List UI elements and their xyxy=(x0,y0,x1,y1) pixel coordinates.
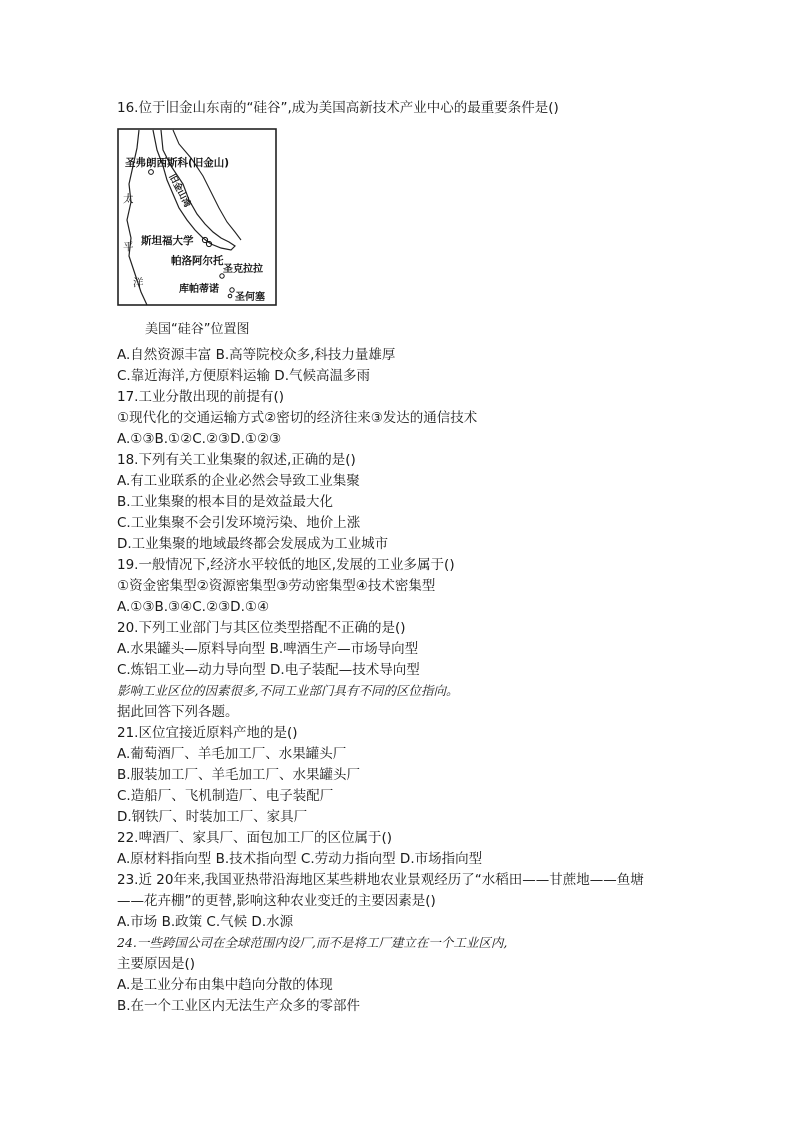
label-santaclara: 圣克拉拉 xyxy=(223,264,263,275)
q20-options-cd: C.炼铝工业—动力导向型 D.电子装配—技术导向型 xyxy=(117,662,420,678)
q18-option-a: A.有工业联系的企业必然会导致工业集聚 xyxy=(117,473,360,489)
q22-options: A.原材料指向型 B.技术指向型 C.劳动力指向型 D.市场指向型 xyxy=(117,851,483,867)
q18-stem: 18.下列有关工业集聚的叙述,正确的是() xyxy=(117,452,356,468)
q16-stem: 16.位于旧金山东南的“硅谷”,成为美国高新技术产业中心的最重要条件是() xyxy=(117,100,559,116)
q17-items: ①现代化的交通运输方式②密切的经济往来③发达的通信技术 xyxy=(117,410,478,426)
q18-option-b: B.工业集聚的根本目的是效益最大化 xyxy=(117,494,334,510)
q17-options: A.①③B.①②C.②③D.①②③ xyxy=(117,431,282,447)
q21-option-b: B.服装加工厂、羊毛加工厂、水果罐头厂 xyxy=(117,767,361,783)
label-ocean-1: 太 xyxy=(123,193,134,205)
q23-stem-line-2: ——花卉棚”的更替,影响这种农业变迁的主要因素是() xyxy=(117,893,436,909)
label-ocean-2: 平 xyxy=(123,241,134,253)
silicon-valley-map xyxy=(117,128,277,306)
label-bay: 旧金山湾 xyxy=(166,172,193,210)
q18-option-c: C.工业集聚不会引发环境污染、地价上涨 xyxy=(117,515,361,531)
label-sanjose: 圣何塞 xyxy=(235,292,265,303)
label-stanford: 斯坦福大学 xyxy=(141,235,194,247)
sanjose-dot xyxy=(230,288,234,292)
q19-stem: 19.一般情况下,经济水平较低的地区,发展的工业多属于() xyxy=(117,557,455,573)
q19-items: ①资金密集型②资源密集型③劳动密集型④技术密集型 xyxy=(117,578,436,594)
label-paloalto: 帕洛阿尔托 xyxy=(171,255,224,267)
cupertino-dot xyxy=(228,294,232,298)
label-ocean-3: 洋 xyxy=(133,277,144,289)
q23-options: A.市场 B.政策 C.气候 D.水源 xyxy=(117,914,294,930)
intro-line-1: 影响工业区位的因素很多,不同工业部门具有不同的区位指向。 xyxy=(117,683,459,698)
q19-options: A.①③B.③④C.②③D.①④ xyxy=(117,599,270,615)
bay-shoreline xyxy=(153,130,235,250)
q21-option-c: C.造船厂、飞机制造厂、电子装配厂 xyxy=(117,788,334,804)
q21-option-a: A.葡萄酒厂、羊毛加工厂、水果罐头厂 xyxy=(117,746,347,762)
sanfrancisco-dot xyxy=(149,170,154,175)
label-sanfrancisco: 圣弗朗西斯科(旧金山) xyxy=(125,157,230,169)
q17-stem: 17.工业分散出现的前提有() xyxy=(117,389,285,405)
q24-stem-line-2: 主要原因是() xyxy=(117,956,196,972)
q24-stem-line-1: 24.一些跨国公司在全球范围内设厂,而不是将工厂建立在一个工业区内, xyxy=(117,935,508,950)
q20-options-ab: A.水果罐头—原料导向型 B.啤酒生产—市场导向型 xyxy=(117,641,419,657)
q16-options-ab: A.自然资源丰富 B.高等院校众多,科技力量雄厚 xyxy=(117,347,396,363)
q21-stem: 21.区位宜接近原料产地的是() xyxy=(117,725,298,741)
q23-stem-line-1: 23.近 20年来,我国亚热带沿海地区某些耕地农业景观经历了“水稻田——甘蔗地——鱼塘 xyxy=(117,872,644,888)
label-cupertino: 库帕蒂诺 xyxy=(179,284,219,295)
q16-options-cd: C.靠近海洋,方便原料运输 D.气候高温多雨 xyxy=(117,368,370,384)
q24-option-b: B.在一个工业区内无法生产众多的零部件 xyxy=(117,998,361,1014)
intro-line-2: 据此回答下列各题。 xyxy=(117,704,239,720)
q20-stem: 20.下列工业部门与其区位类型搭配不正确的是() xyxy=(117,620,406,636)
map-figure xyxy=(117,128,277,306)
map-caption: 美国“硅谷”位置图 xyxy=(145,322,250,337)
q22-stem: 22.啤酒厂、家具厂、面包加工厂的区位属于() xyxy=(117,830,393,846)
q21-option-d: D.钢铁厂、时装加工厂、家具厂 xyxy=(117,809,308,825)
q24-option-a: A.是工业分布由集中趋向分散的体现 xyxy=(117,977,333,993)
q18-option-d: D.工业集聚的地域最终都会发展成为工业城市 xyxy=(117,536,389,552)
